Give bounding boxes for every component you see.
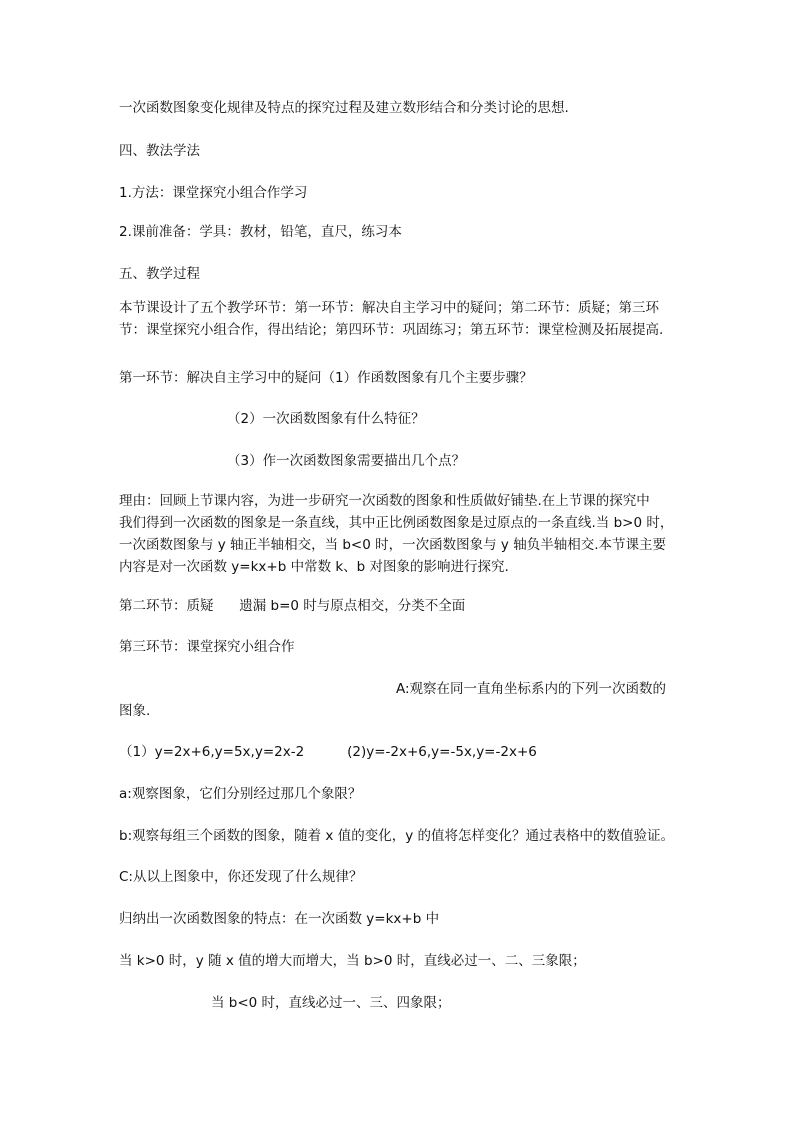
activity-a-line-2: 图象. bbox=[119, 703, 151, 719]
function-groups: （1）y=2x+6,y=5x,y=2x-2 (2)y=-2x+6,y=-5x,y=-2x+6 bbox=[119, 744, 537, 760]
activity-a-line-1: A:观察在同一直角坐标系内的下列一次函数的 bbox=[396, 681, 667, 697]
step3-title: 第三环节：课堂探究小组合作 bbox=[119, 639, 295, 655]
step1-question-2: （2）一次函数图象有什么特征？ bbox=[227, 411, 425, 427]
question-a: a:观察图象，它们分别经过那几个象限？ bbox=[119, 786, 362, 802]
reason-line: 我们得到一次函数的图象是一条直线，其中正比例函数图象是过原点的一条直线.当 b>0 时， bbox=[119, 515, 674, 531]
summary-line: 归纳出一次函数图象的特点：在一次函数 y=kx+b 中 bbox=[119, 911, 440, 927]
reason-line: 一次函数图象与 y 轴正半轴相交，当 b<0 时，一次函数图象与 y 轴负半轴相交.本节课主要 bbox=[119, 537, 666, 553]
reason-line: 理由：回顾上节课内容，为进一步研究一次函数的图象和性质做好铺垫.在上节课的探究中 bbox=[119, 493, 650, 509]
reason-line: 内容是对一次函数 y=kx+b 中常数 k、b 对图象的影响进行探究. bbox=[119, 559, 509, 575]
intro-line: 一次函数图象变化规律及特点的探究过程及建立数形结合和分类讨论的思想. bbox=[119, 100, 569, 116]
rule-1: 当 k>0 时，y 随 x 值的增大而增大，当 b>0 时，直线必过一、二、三象限； bbox=[119, 953, 586, 969]
overview-line: 节：课堂探究小组合作，得出结论；第四环节：巩固练习；第五环节：课堂检测及拓展提高. bbox=[119, 322, 664, 338]
rule-2: 当 b<0 时，直线必过一、三、四象限； bbox=[211, 995, 451, 1011]
reason-paragraph bbox=[119, 490, 679, 578]
step1-question-3: （3）作一次函数图象需要描出几个点？ bbox=[227, 453, 466, 469]
method-2: 2.课前准备：学具：教材，铅笔，直尺，练习本 bbox=[119, 224, 402, 240]
step2-line: 第二环节：质疑 遗漏 b=0 时与原点相交，分类不全面 bbox=[119, 598, 466, 614]
overview-paragraph bbox=[119, 297, 679, 341]
section-5-heading: 五、教学过程 bbox=[119, 266, 200, 282]
question-b: b:观察每组三个函数的图象，随着 x 值的变化，y 的值将怎样变化？通过表格中的数值验证。 bbox=[119, 828, 674, 844]
section-4-heading: 四、教法学法 bbox=[119, 143, 200, 159]
step1-title: 第一环节：解决自主学习中的疑问（1）作函数图象有几个主要步骤？ bbox=[119, 370, 533, 386]
method-1: 1.方法：课堂探究小组合作学习 bbox=[119, 185, 308, 201]
question-c: C:从以上图象中，你还发现了什么规律？ bbox=[119, 869, 363, 885]
overview-line: 本节课设计了五个教学环节：第一环节：解决自主学习中的疑问；第二环节：质疑；第三环 bbox=[119, 300, 659, 316]
